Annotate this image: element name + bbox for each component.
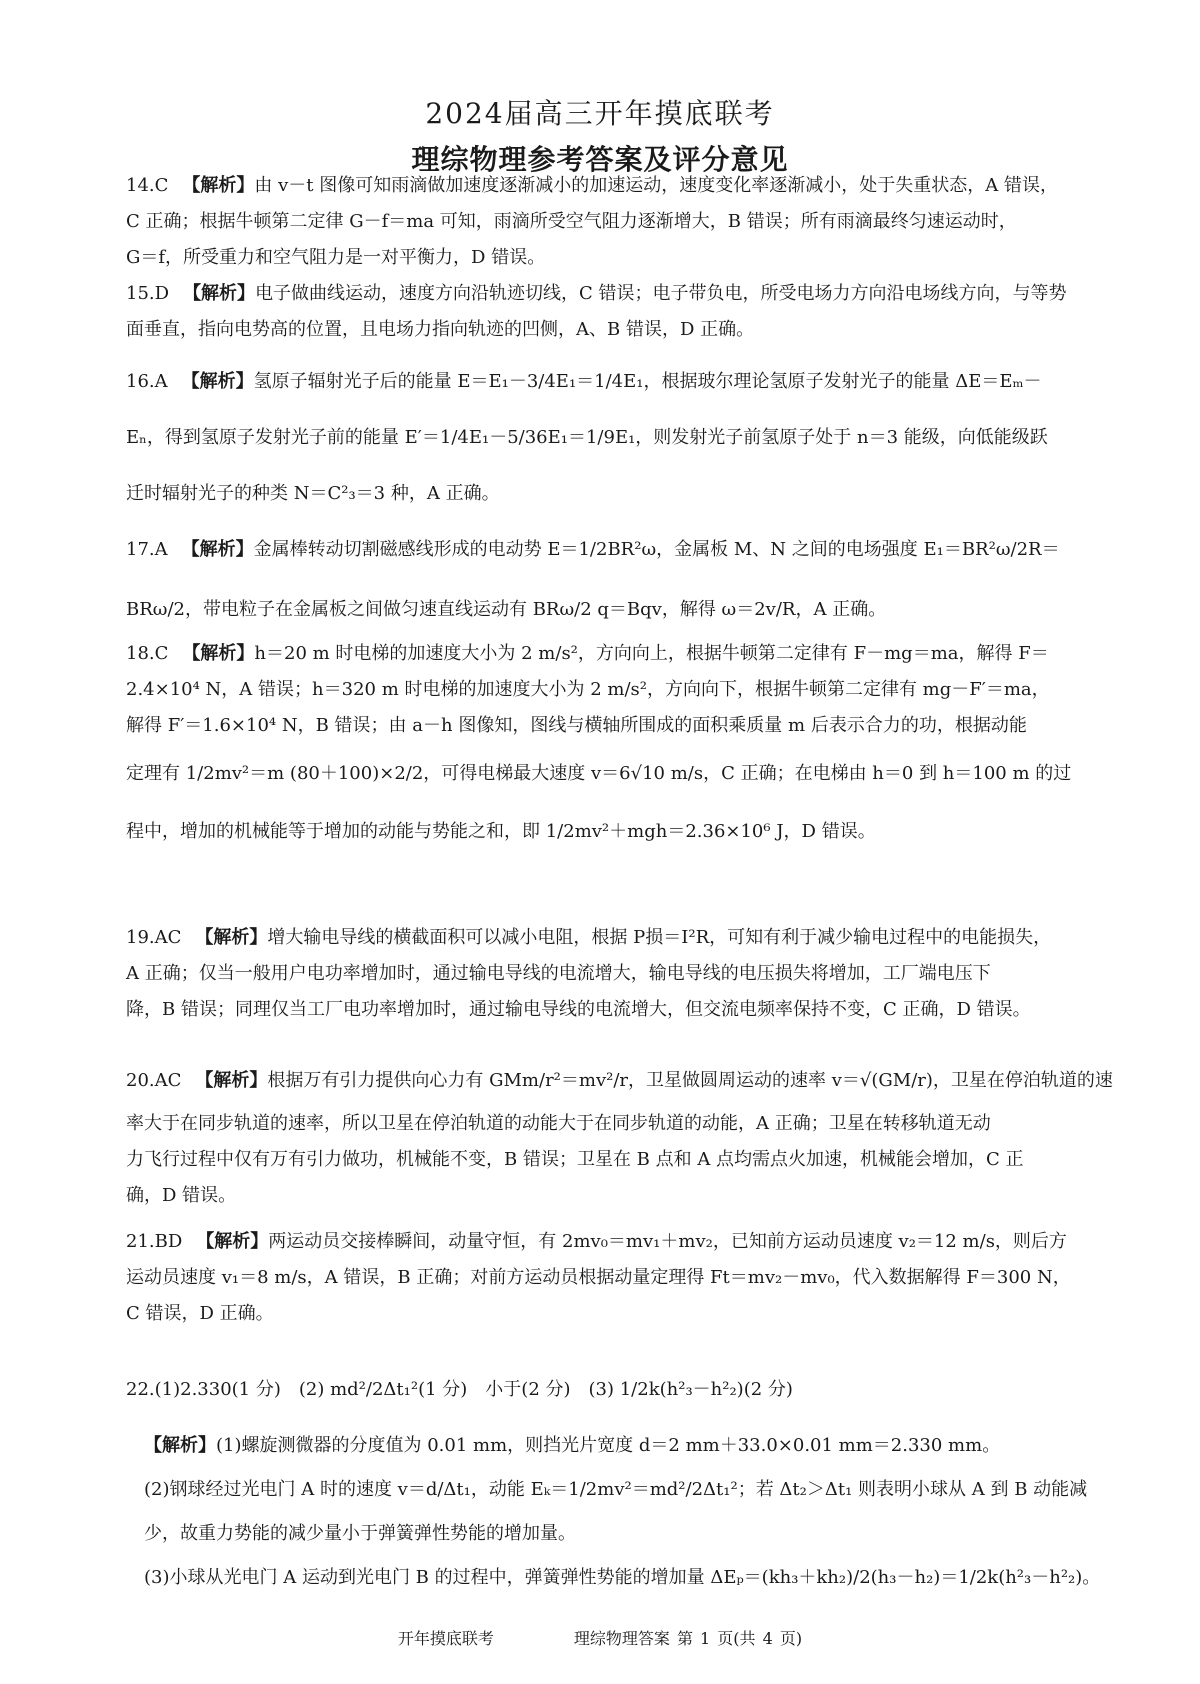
answer-text-line: 增大输电导线的横截面积可以减小电阻，根据 P损＝I²R，可知有利于减少输电过程中的电能损失， [267, 927, 1052, 948]
answer-text-line: C 正确；根据牛顿第二定律 G－f＝ma 可知，雨滴所受空气阻力逐渐增大，B 错误；所有雨滴最终匀速运动时， [126, 211, 1017, 232]
answer-text-line: 2.4×10⁴ N，A 错误；h＝320 m 时电梯的加速度大小为 2 m/s²，方向向下，根据牛顿第二定律有 mg－F′＝ma， [126, 679, 1050, 700]
answer-text-line: 氢原子辐射光子后的能量 E＝E₁－3/4E₁＝1/4E₁，根据玻尔理论氢原子发射光子的能量 ΔE＝Eₘ－ [253, 371, 1042, 392]
answer-14 [126, 168, 1106, 276]
answer-21 [126, 1224, 1106, 1332]
answer-number: 21.BD [126, 1231, 183, 1252]
analysis-tag: 【解析】 [144, 1435, 216, 1456]
answer-17 [126, 520, 1106, 640]
answer-text-line: 电子做曲线运动，速度方向沿轨迹切线，C 错误；电子带负电，所受电场力方向沿电场线方向，与等势 [255, 283, 1067, 304]
answer-number: 19.AC [126, 927, 182, 948]
answer-number: 14.C [126, 175, 169, 196]
answer-text-line: 力飞行过程中仅有万有引力做功，机械能不变，B 错误；卫星在 B 点和 A 点均需点火加速，机械能会增加，C 正 [126, 1149, 1024, 1170]
footer-exam-name: 开年摸底联考 [397, 1629, 494, 1648]
analysis-tag: 【解析】 [196, 1231, 269, 1252]
analysis-tag: 【解析】 [195, 1070, 268, 1091]
answer-18 [126, 636, 1106, 860]
answer-text-line: 由 v－t 图像可知雨滴做加速度逐渐减小的加速运动，速度变化率逐渐减小，处于失重状态，A 错误， [254, 175, 1058, 196]
answer-22-summary: 22.(1)2.330(1 分) (2) md²/2Δt₁²(1 分) 小于(2 分) (3) 1/2k(h²₃－h²₂)(2 分) [126, 1379, 793, 1400]
analysis-part-2-cont: 少，故重力势能的减少量小于弹簧弹性势能的增加量。 [144, 1523, 576, 1544]
answer-number: 15.D [126, 283, 170, 304]
answer-text-line: 程中，增加的机械能等于增加的动能与势能之和，即 1/2mv²＋mgh＝2.36×10⁶ J，D 错误。 [126, 821, 876, 842]
answer-text-line: 面垂直，指向电势高的位置，且电场力指向轨迹的凹侧，A、B 错误，D 正确。 [126, 319, 755, 340]
answer-text-line: 迁时辐射光子的种类 N＝C²₃＝3 种，A 正确。 [126, 483, 500, 504]
answer-text-line: 两运动员交接棒瞬间，动量守恒，有 2mv₀＝mv₁＋mv₂，已知前方运动员速度 v₂＝12 m/s，则后方 [268, 1231, 1067, 1252]
answer-text-line: C 错误，D 正确。 [126, 1303, 274, 1324]
analysis-tag: 【解析】 [182, 175, 255, 196]
answer-number: 17.A [126, 539, 168, 560]
answer-22 [126, 1370, 1106, 1410]
page-footer [0, 1626, 1200, 1649]
answer-text-line: 定理有 1/2mv²＝m (80＋100)×2/2，可得电梯最大速度 v＝6√10 m/s，C 正确；在电梯由 h＝0 到 h＝100 m 的过 [126, 763, 1072, 784]
answer-text-line: G＝f，所受重力和空气阻力是一对平衡力，D 错误。 [126, 247, 546, 268]
answer-16 [126, 354, 1106, 522]
analysis-tag: 【解析】 [181, 371, 254, 392]
analysis-tag: 【解析】 [181, 539, 254, 560]
answer-text-line: BRω/2，带电粒子在金属板之间做匀速直线运动有 BRω/2 q＝Bqv，解得 ω＝2v/R，A 正确。 [126, 599, 887, 620]
analysis-part-1: (1)螺旋测微器的分度值为 0.01 mm，则挡光片宽度 d＝2 mm＋33.0×0.01 mm＝2.330 mm。 [216, 1435, 1001, 1456]
answer-text-line: 确，D 错误。 [126, 1185, 237, 1206]
answer-text-line: 解得 F′＝1.6×10⁴ N，B 错误；由 a－h 图像知，图线与横轴所围成的面积乘质量 m 后表示合力的功，根据动能 [126, 715, 1027, 736]
answer-19 [126, 920, 1106, 1028]
answer-number: 18.C [126, 643, 169, 664]
document-title: 2024届高三开年摸底联考 [425, 97, 775, 130]
answer-text-line: Eₙ，得到氢原子发射光子前的能量 E′＝1/4E₁－5/36E₁＝1/9E₁，则发射光子前氢原子处于 n＝3 能级，向低能级跃 [126, 427, 1048, 448]
analysis-tag: 【解析】 [195, 927, 268, 948]
analysis-tag: 【解析】 [183, 283, 256, 304]
answer-number: 16.A [126, 371, 168, 392]
document-subtitle: 理综物理参考答案及评分意见 [411, 143, 789, 176]
answer-text-line: 率大于在同步轨道的速率，所以卫星在停泊轨道的动能大于在同步轨道的动能，A 正确；卫星在转移轨道无动 [126, 1113, 991, 1134]
answer-text-line: h＝20 m 时电梯的加速度大小为 2 m/s²，方向向上，根据牛顿第二定律有 F－mg＝ma，解得 F＝ [254, 643, 1049, 664]
analysis-part-3: (3)小球从光电门 A 运动到光电门 B 的过程中，弹簧弹性势能的增加量 ΔEₚ＝(kh₃＋kh₂)/2(h₃－h₂)＝1/2k(h²₃－h²₂)。 [144, 1567, 1101, 1588]
answer-22-analysis [126, 1428, 1106, 1604]
answer-text-line: A 正确；仅当一般用户电功率增加时，通过输电导线的电流增大，输电导线的电压损失将增加，工厂端电压下 [126, 963, 991, 984]
answer-20 [126, 1056, 1113, 1214]
analysis-tag: 【解析】 [182, 643, 255, 664]
answer-15 [126, 276, 1106, 348]
answer-text-line: 降，B 错误；同理仅当工厂电功率增加时，通过输电导线的电流增大，但交流电频率保持不变，C 正确，D 错误。 [126, 999, 1031, 1020]
analysis-part-2: (2)钢球经过光电门 A 时的速度 v＝d/Δt₁，动能 Eₖ＝1/2mv²＝md²/2Δt₁²；若 Δt₂＞Δt₁ 则表明小球从 A 到 B 动能减 [144, 1479, 1088, 1500]
footer-page-info: 理综物理答案 第 1 页(共 4 页) [573, 1629, 803, 1648]
answer-text-line: 运动员速度 v₁＝8 m/s，A 错误，B 正确；对前方运动员根据动量定理得 Ft＝mv₂－mv₀，代入数据解得 F＝300 N， [126, 1267, 1071, 1288]
answer-number: 20.AC [126, 1070, 182, 1091]
answer-text-line: 金属棒转动切割磁感线形成的电动势 E＝1/2BR²ω，金属板 M、N 之间的电场强度 E₁＝BR²ω/2R＝ [253, 539, 1060, 560]
answer-text-line: 根据万有引力提供向心力有 GMm/r²＝mv²/r，卫星做圆周运动的速率 v＝√(GM/r)，卫星在停泊轨道的速 [267, 1070, 1113, 1091]
